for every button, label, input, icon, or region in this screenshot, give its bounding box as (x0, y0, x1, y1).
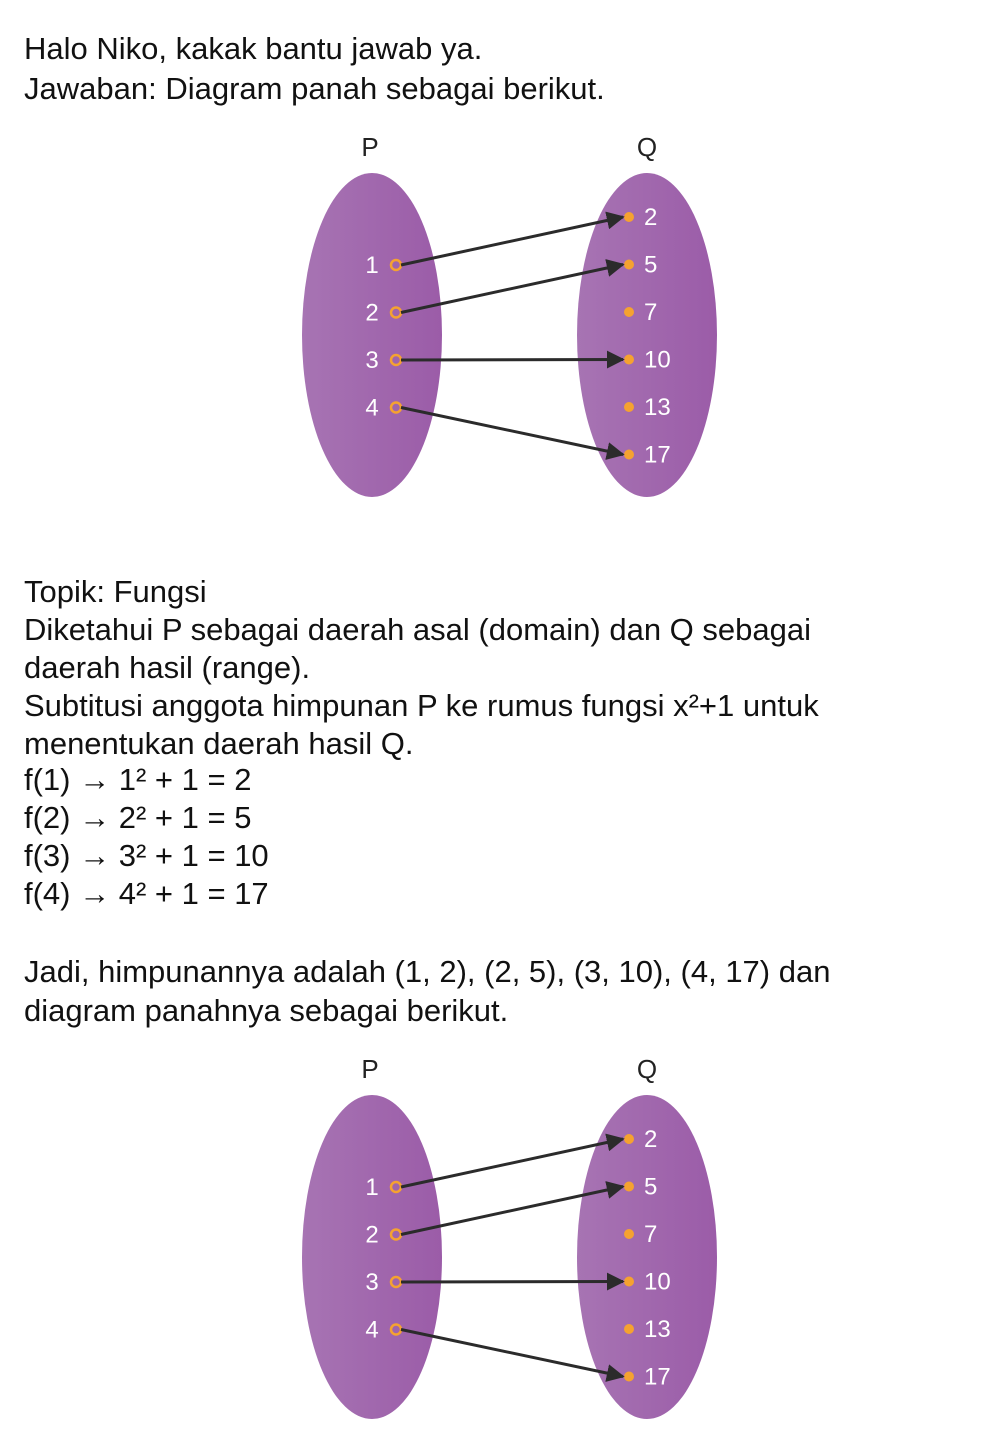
domain-label-3: 3 (365, 1269, 379, 1296)
codomain-label-7: 7 (644, 1221, 658, 1248)
set-p-ellipse (302, 173, 442, 497)
explanation-line-4: menentukan daerah hasil Q. (24, 726, 414, 761)
domain-label-4: 4 (365, 1316, 379, 1344)
codomain-dot-2 (624, 1134, 634, 1144)
domain-label-3: 3 (365, 347, 379, 374)
codomain-label-2: 2 (644, 1126, 658, 1153)
set-q-name: Q (636, 1054, 658, 1084)
arrow-3-to-10 (401, 1282, 623, 1283)
calc-line-2: f(2) → 2² + 1 = 5 (24, 800, 252, 835)
arrow-3-to-10 (401, 360, 623, 361)
codomain-label-10: 10 (644, 346, 671, 374)
arrow-diagram-2 (290, 1052, 730, 1432)
arrow-diagram-1 (290, 130, 730, 510)
codomain-label-10: 10 (644, 1268, 671, 1296)
codomain-dot-5 (624, 260, 634, 270)
explanation-line-2: daerah hasil (range). (24, 650, 311, 685)
arrow-diagram-svg-2 (290, 1052, 730, 1432)
codomain-dot-17 (624, 450, 634, 460)
codomain-label-7: 7 (644, 299, 658, 326)
codomain-dot-13 (624, 1324, 634, 1334)
codomain-dot-10 (624, 1277, 634, 1287)
set-q-name: Q (636, 132, 658, 162)
calc-line-1: f(1) → 1² + 1 = 2 (24, 762, 252, 797)
set-p-name: P (361, 1054, 379, 1084)
domain-label-2: 2 (365, 299, 379, 327)
topic-text: Topik: Fungsi (24, 574, 207, 609)
codomain-dot-2 (624, 212, 634, 222)
codomain-dot-5 (624, 1182, 634, 1192)
codomain-label-5: 5 (644, 1173, 658, 1201)
codomain-label-13: 13 (644, 1316, 671, 1343)
conclusion-line-2: diagram panahnya sebagai berikut. (24, 993, 509, 1028)
codomain-dot-7 (624, 1229, 634, 1239)
set-p-name: P (361, 132, 379, 162)
set-p-ellipse (302, 1095, 442, 1419)
domain-label-2: 2 (365, 1221, 379, 1249)
explanation-line-3: Subtitusi anggota himpunan P ke rumus fungsi x²+1 untuk (24, 688, 819, 723)
conclusion-line-1: Jadi, himpunannya adalah (1, 2), (2, 5), (3, 10), (4, 17) dan (24, 954, 831, 989)
codomain-label-13: 13 (644, 394, 671, 421)
answer-text: Jawaban: Diagram panah sebagai berikut. (24, 71, 605, 106)
arrow-diagram-svg-1 (290, 130, 730, 510)
codomain-dot-17 (624, 1372, 634, 1382)
domain-label-1: 1 (365, 252, 379, 279)
calc-line-4: f(4) → 4² + 1 = 17 (24, 876, 269, 911)
codomain-dot-10 (624, 355, 634, 365)
codomain-label-5: 5 (644, 251, 658, 279)
domain-label-1: 1 (365, 1174, 379, 1201)
codomain-dot-13 (624, 402, 634, 412)
codomain-label-2: 2 (644, 204, 658, 231)
codomain-label-17: 17 (644, 441, 671, 469)
domain-label-4: 4 (365, 394, 379, 422)
codomain-dot-7 (624, 307, 634, 317)
explanation-line-1: Diketahui P sebagai daerah asal (domain) dan Q sebagai (24, 612, 811, 647)
greeting-text: Halo Niko, kakak bantu jawab ya. (24, 31, 483, 66)
codomain-label-17: 17 (644, 1363, 671, 1391)
calc-line-3: f(3) → 3² + 1 = 10 (24, 838, 269, 873)
